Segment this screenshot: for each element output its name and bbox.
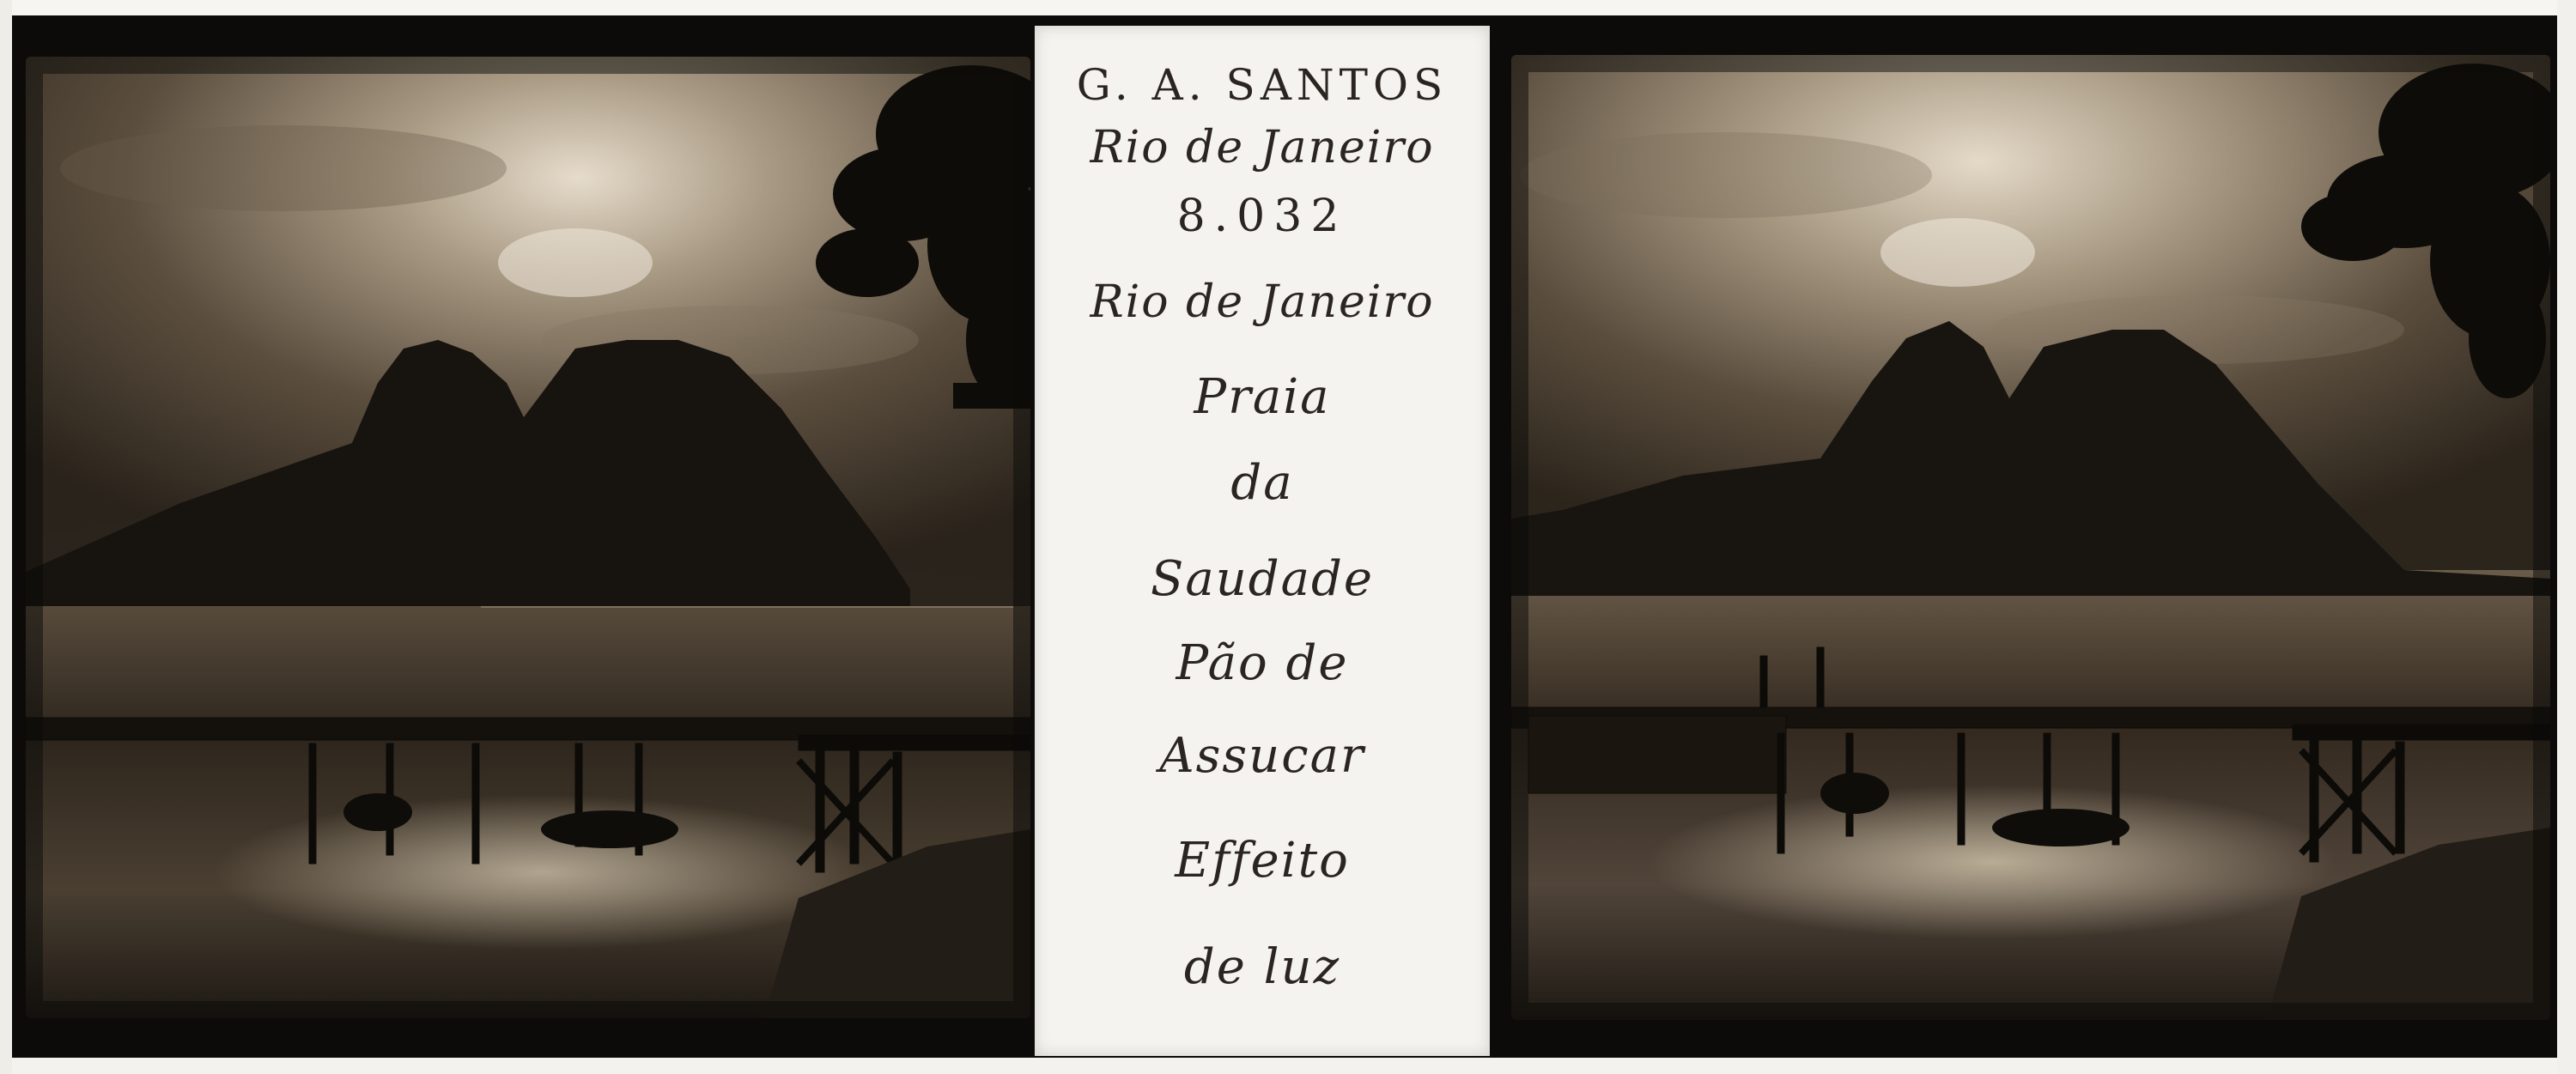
- buoy: [1820, 773, 1889, 814]
- effect-line-1: Effeito: [1175, 833, 1350, 889]
- catalog-number: 8.032: [1176, 191, 1348, 242]
- plate-edge-bottom: [0, 1058, 2576, 1074]
- buoy: [343, 793, 412, 831]
- stereo-view-left: [26, 57, 1030, 1018]
- sun-glow: [1880, 218, 2035, 287]
- boat: [541, 810, 678, 848]
- subject-line-1: Pão de: [1176, 635, 1349, 691]
- water-reflection: [1649, 785, 2336, 939]
- label-text-block: [1035, 26, 1490, 1056]
- plate-edge-right: [2557, 0, 2576, 1074]
- plate-edge-left: [0, 0, 12, 1074]
- place-line-2: da: [1230, 455, 1294, 511]
- effect-line-2: de luz: [1183, 939, 1341, 995]
- stereo-view-right: [1511, 55, 2550, 1020]
- place-line-3: Saudade: [1150, 551, 1375, 607]
- plate-edge-top: [0, 0, 2576, 15]
- boat: [1992, 809, 2129, 846]
- place-line-1: Praia: [1194, 369, 1331, 425]
- right-photo-scene: [1511, 55, 2550, 1020]
- cloud: [60, 125, 507, 211]
- city-line-1: Rio de Janeiro: [1090, 122, 1435, 173]
- photographer-name: G. A. SANTOS: [1076, 60, 1449, 110]
- subject-line-2: Assucar: [1159, 728, 1365, 784]
- handwritten-label: [1035, 26, 1490, 1056]
- city-line-2: Rio de Janeiro: [1090, 276, 1435, 328]
- sun-glow: [498, 228, 653, 297]
- cloud: [1520, 132, 1932, 218]
- left-photo-scene: [26, 57, 1030, 1018]
